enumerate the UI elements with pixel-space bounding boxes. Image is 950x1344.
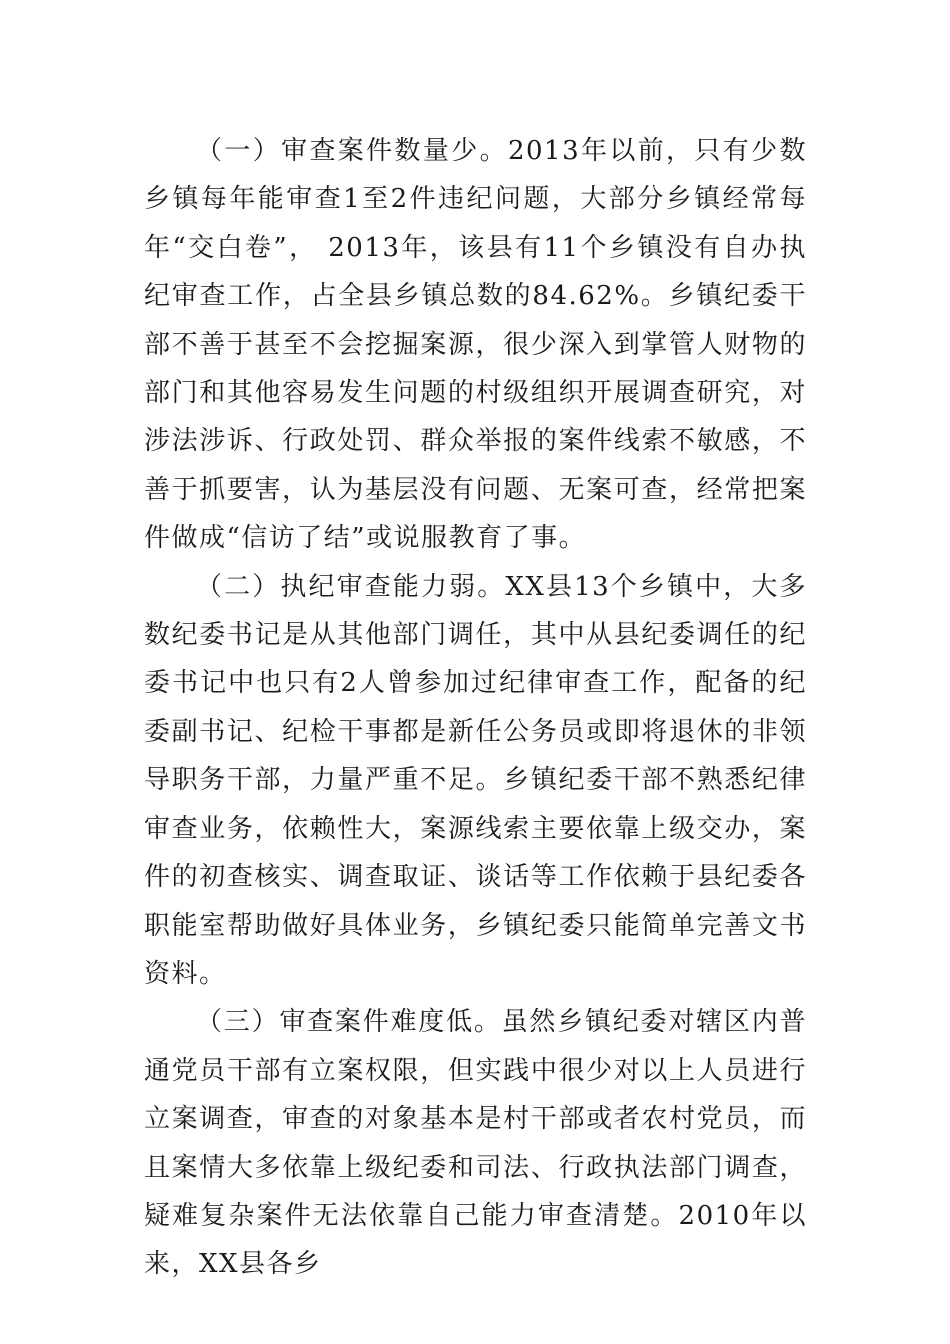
document-body [144, 127, 807, 1289]
paragraph-3: （三）审查案件难度低。虽然乡镇纪委对辖区内普通党员干部有立案权限，但实践中很少对以上人员进行立案调查，审查的对象基本是村干部或者农村党员，而且案情大多依靠上级纪委和司法、行政执法部门调查，疑难复杂案件无法依靠自己能力审查清楚。2010年以来，XX县各乡 [144, 1007, 807, 1280]
paragraph-1: （一）审查案件数量少。2013年以前，只有少数乡镇每年能审查1至2件违纪问题，大部分乡镇经常每年“交白卷”， 2013年，该县有11个乡镇没有自办执纪审查工作，占全县乡镇总数的84.62%。乡镇纪委干部不善于甚至不会挖掘案源，很少深入到掌管人财物的部门和其他容易发生问题的村级组织开展调查研究，对涉法涉诉、行政处罚、群众举报的案件线索不敏感，不善于抓要害，认为基层没有问题、无案可查，经常把案件做成“信访了结”或说服教育了事。 [144, 136, 807, 554]
paragraph-2: （二）执纪审查能力弱。XX县13个乡镇中，大多数纪委书记是从其他部门调任，其中从县纪委调任的纪委书记中也只有2人曾参加过纪律审查工作，配备的纪委副书记、纪检干事都是新任公务员或即将退休的非领导职务干部，力量严重不足。乡镇纪委干部不熟悉纪律审查业务，依赖性大，案源线索主要依靠上级交办，案件的初查核实、调查取证、谈话等工作依赖于县纪委各职能室帮助做好具体业务，乡镇纪委只能简单完善文书资料。 [144, 571, 807, 989]
